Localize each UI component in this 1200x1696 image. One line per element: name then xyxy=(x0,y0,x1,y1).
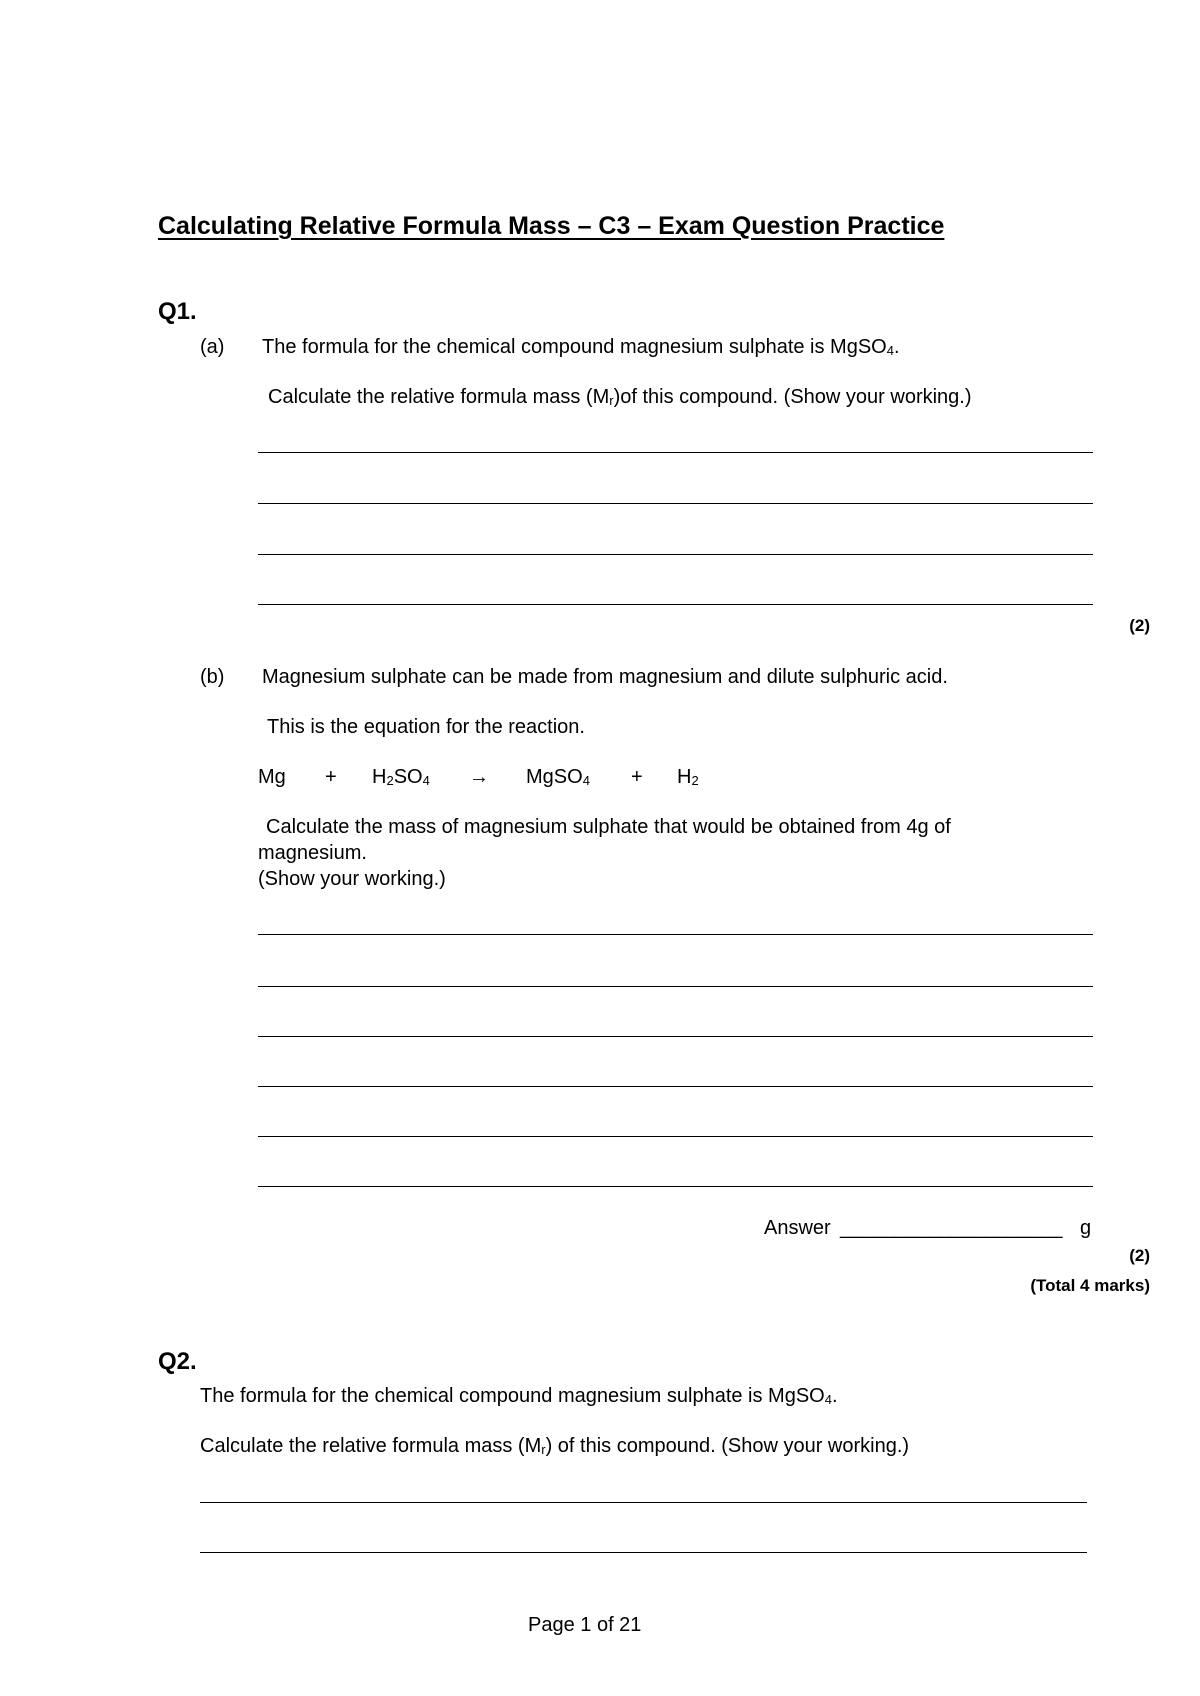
page-title: Calculating Relative Formula Mass – C3 – Exam Question Practice xyxy=(158,212,945,240)
q2-statement: The formula for the chemical compound magnesium sulphate is MgSO$_4$. xyxy=(200,1385,838,1407)
question-1-heading: Q1. xyxy=(158,298,197,325)
equation-reactant-h2so4: $H_2SO_4$ xyxy=(372,766,430,788)
q1b-statement: Magnesium sulphate can be made from magnesium and dilute sulphuric acid. xyxy=(262,666,948,688)
q1b-instruction-line-3: (Show your working.) xyxy=(258,868,446,890)
q1a-answer-line-4[interactable] xyxy=(258,604,1093,605)
q1a-answer-line-1[interactable] xyxy=(258,452,1093,453)
q1b-marks: (2) xyxy=(1129,1246,1150,1265)
reaction-equation xyxy=(0,764,1200,792)
q1b-equation-intro: This is the equation for the reaction. xyxy=(267,716,585,738)
q1b-answer-line-3[interactable] xyxy=(258,1036,1093,1037)
q1a-statement: The formula for the chemical compound magnesium sulphate is MgSO$_4$. xyxy=(262,336,900,358)
q1a-answer-line-2[interactable] xyxy=(258,503,1093,504)
equation-plus-1: + xyxy=(325,766,337,788)
equation-arrow: → xyxy=(469,766,489,788)
equation-reactant-mg: Mg xyxy=(258,766,286,788)
q1b-label: (b) xyxy=(200,666,225,688)
q1b-answer-line-2[interactable] xyxy=(258,986,1093,987)
q1-total-marks: (Total 4 marks) xyxy=(1030,1276,1150,1295)
q1b-answer-field[interactable]: ____________________ xyxy=(840,1217,1063,1239)
q1a-marks: (2) xyxy=(1129,616,1150,635)
q1b-answer-unit: g xyxy=(1080,1217,1092,1239)
q1b-answer-line-6[interactable] xyxy=(258,1186,1093,1187)
q1b-answer-label: Answer xyxy=(764,1217,831,1239)
equation-product-h2: $H_2$ xyxy=(677,766,699,788)
q1a-answer-line-3[interactable] xyxy=(258,554,1093,555)
q1a-instruction: Calculate the relative formula mass $(M_r)of$ this compound. (Show your working.) xyxy=(268,386,972,408)
q1b-instruction-line-1: Calculate the mass of magnesium sulphate that would be obtained from 4g of xyxy=(266,816,951,838)
q1b-answer-line-4[interactable] xyxy=(258,1086,1093,1087)
q2-answer-line-1[interactable] xyxy=(200,1502,1087,1503)
equation-product-mgso4: MgSO$_4$ xyxy=(526,766,590,788)
q1b-answer-line-5[interactable] xyxy=(258,1136,1093,1137)
q2-answer-line-2[interactable] xyxy=(200,1552,1087,1553)
q2-instruction: Calculate the relative formula mass $(M_r)$ of this compound. (Show your working.) xyxy=(200,1435,910,1457)
q1b-answer-line-1[interactable] xyxy=(258,934,1093,935)
question-2-heading: Q2. xyxy=(158,1348,197,1375)
q1b-instruction-line-2: magnesium. xyxy=(258,842,367,864)
page-number: Page 1 of 21 xyxy=(528,1614,642,1636)
q1a-label: (a) xyxy=(200,336,225,358)
equation-plus-2: + xyxy=(631,766,643,788)
